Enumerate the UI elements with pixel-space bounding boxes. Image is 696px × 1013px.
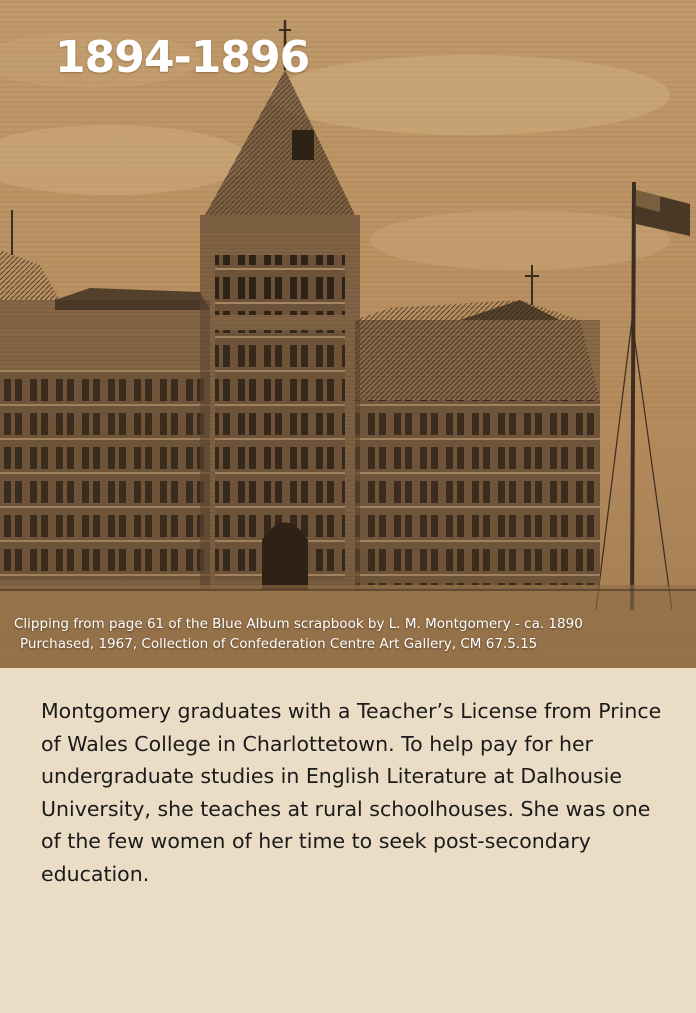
image-caption (14, 614, 684, 654)
description-paragraph: Montgomery graduates with a Teacher’s License from Prince of Wales College in Charlottetown. To help pay for her undergraduate studies in English Literature at Dalhousie University, she teaches at rural schoolhouses. She was one of the few women of her time to seek post-secondary education. (41, 699, 662, 886)
year-range-title: 1894-1896 (55, 32, 310, 83)
caption-source-line: Clipping from page 61 of the Blue Album scrapbook by L. M. Montgomery - ca. 1890 (14, 616, 583, 632)
caption-credit-line: Purchased, 1967, Collection of Confederation Centre Art Gallery, CM 67.5.15 (20, 636, 538, 652)
